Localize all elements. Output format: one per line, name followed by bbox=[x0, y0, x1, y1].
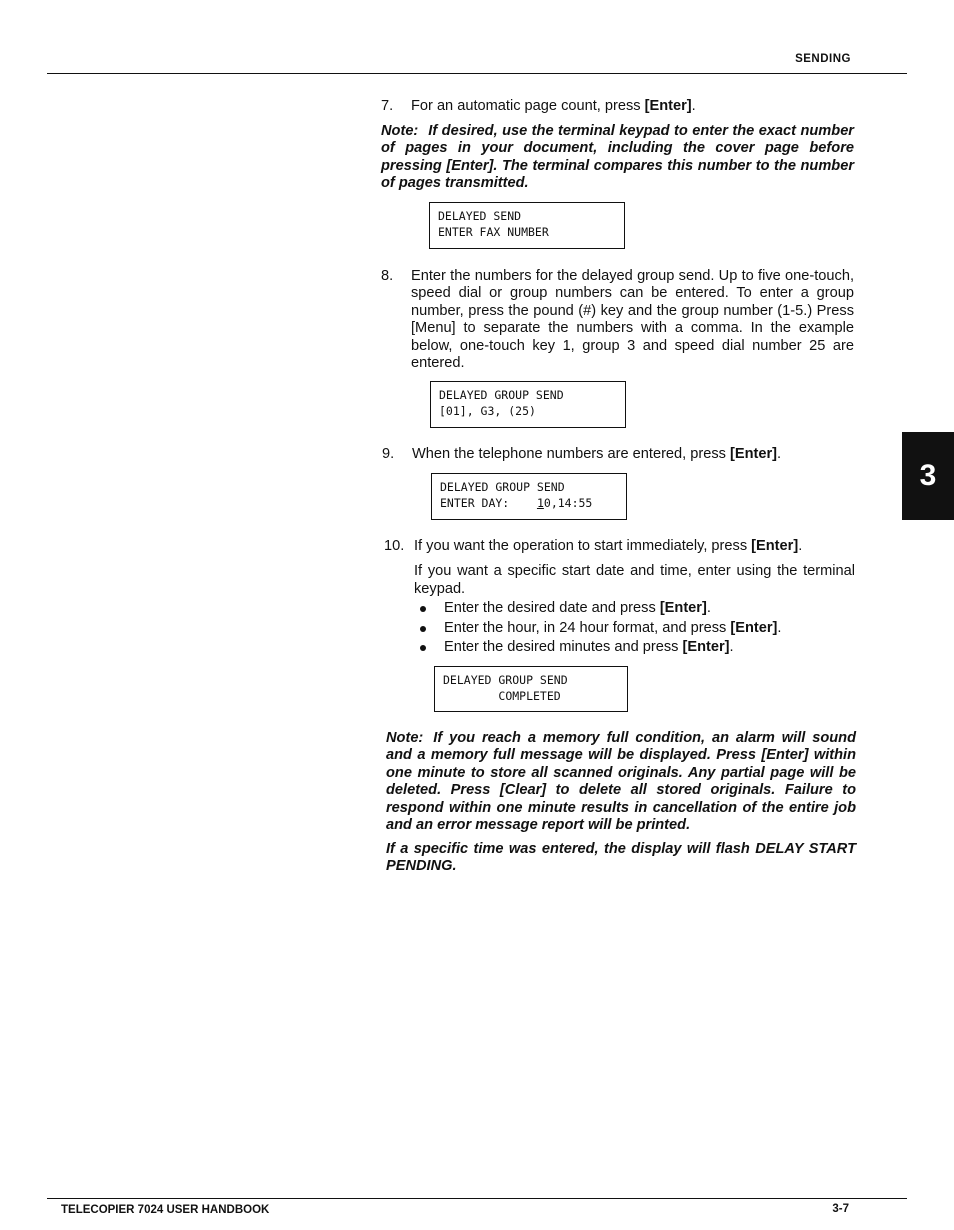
step-9 bbox=[382, 446, 855, 463]
footer-title: TELECOPIER 7024 USER HANDBOOK bbox=[61, 1204, 270, 1216]
lcd-display-delayed-send bbox=[429, 202, 625, 249]
step-number: 10. bbox=[384, 538, 405, 554]
step-number: 7. bbox=[381, 98, 394, 114]
lcd-display-group-send bbox=[430, 381, 626, 428]
step-text: When the telephone numbers are entered, press [Enter]. bbox=[412, 446, 782, 462]
step-paragraph: If you want a specific start date and time, enter using the terminal keypad. bbox=[414, 563, 855, 597]
page-number: 3-7 bbox=[832, 1203, 849, 1215]
lcd-line-2: ENTER DAY: 10,14:55 bbox=[440, 496, 593, 510]
step-number: 9. bbox=[382, 446, 395, 462]
note-label: Note: bbox=[381, 123, 419, 139]
lcd-line-1: DELAYED GROUP SEND bbox=[440, 480, 565, 494]
lcd-line-2: ENTER FAX NUMBER bbox=[438, 225, 549, 239]
chapter-tab: 3 bbox=[902, 432, 954, 520]
note-delay-start: If a specific time was entered, the display will flash DELAY START PENDING. bbox=[386, 841, 856, 875]
lcd-display-completed bbox=[434, 666, 628, 712]
section-header: SENDING bbox=[795, 53, 851, 65]
step-text: Enter the numbers for the delayed group send. Up to five one-touch, speed dial or group numbers can be entered. To enter a group number, press the pound (#) key and the group number (1-5.) Press [Menu] to separate the numbers with a comma. In the example below, one-touch key 1, group 3 and speed dial number 25 are entered. bbox=[411, 268, 854, 372]
step-text: For an automatic page count, press [Enter]. bbox=[411, 98, 696, 114]
step-number: 8. bbox=[381, 268, 394, 284]
footer-rule bbox=[47, 1198, 907, 1199]
step-10 bbox=[384, 538, 855, 656]
list-item: Enter the hour, in 24 hour format, and press [Enter]. bbox=[414, 620, 855, 637]
note-label: Note: bbox=[386, 730, 424, 746]
lcd-line-2: COMPLETED bbox=[498, 689, 561, 703]
lcd-line-2: [01], G3, (25) bbox=[439, 404, 536, 418]
note-page-count bbox=[381, 123, 854, 193]
step-8 bbox=[381, 268, 854, 372]
step-text: If you want the operation to start immediately, press [Enter]. bbox=[414, 538, 803, 554]
note-text: If desired, use the terminal keypad to enter the exact number of pages in your document, including the cover page before pressing [Enter]. The terminal compares this number to the number of pages transmitted. bbox=[381, 123, 854, 192]
list-item: Enter the desired minutes and press [Enter]. bbox=[414, 639, 855, 656]
note-text: If you reach a memory full condition, an alarm will sound and a memory full message will be displayed. Press [Enter] within one minute to store all scanned originals. Any partial page will be deleted. Press [Clear] to delete all stored originals. Failure to respond within one minute results in cancellation of the entire job and an error message report will be printed. bbox=[386, 730, 856, 834]
lcd-cursor: 1 bbox=[536, 496, 544, 510]
bullet-list bbox=[414, 600, 855, 656]
step-7 bbox=[381, 98, 854, 115]
list-item: Enter the desired date and press [Enter]. bbox=[414, 600, 855, 617]
lcd-display-enter-day bbox=[431, 473, 627, 520]
lcd-line-1: DELAYED SEND bbox=[438, 209, 522, 223]
header-rule bbox=[47, 73, 907, 74]
lcd-line-1: DELAYED GROUP SEND bbox=[443, 673, 568, 687]
note-memory-full bbox=[386, 730, 856, 834]
lcd-line-1: DELAYED GROUP SEND bbox=[439, 388, 564, 402]
